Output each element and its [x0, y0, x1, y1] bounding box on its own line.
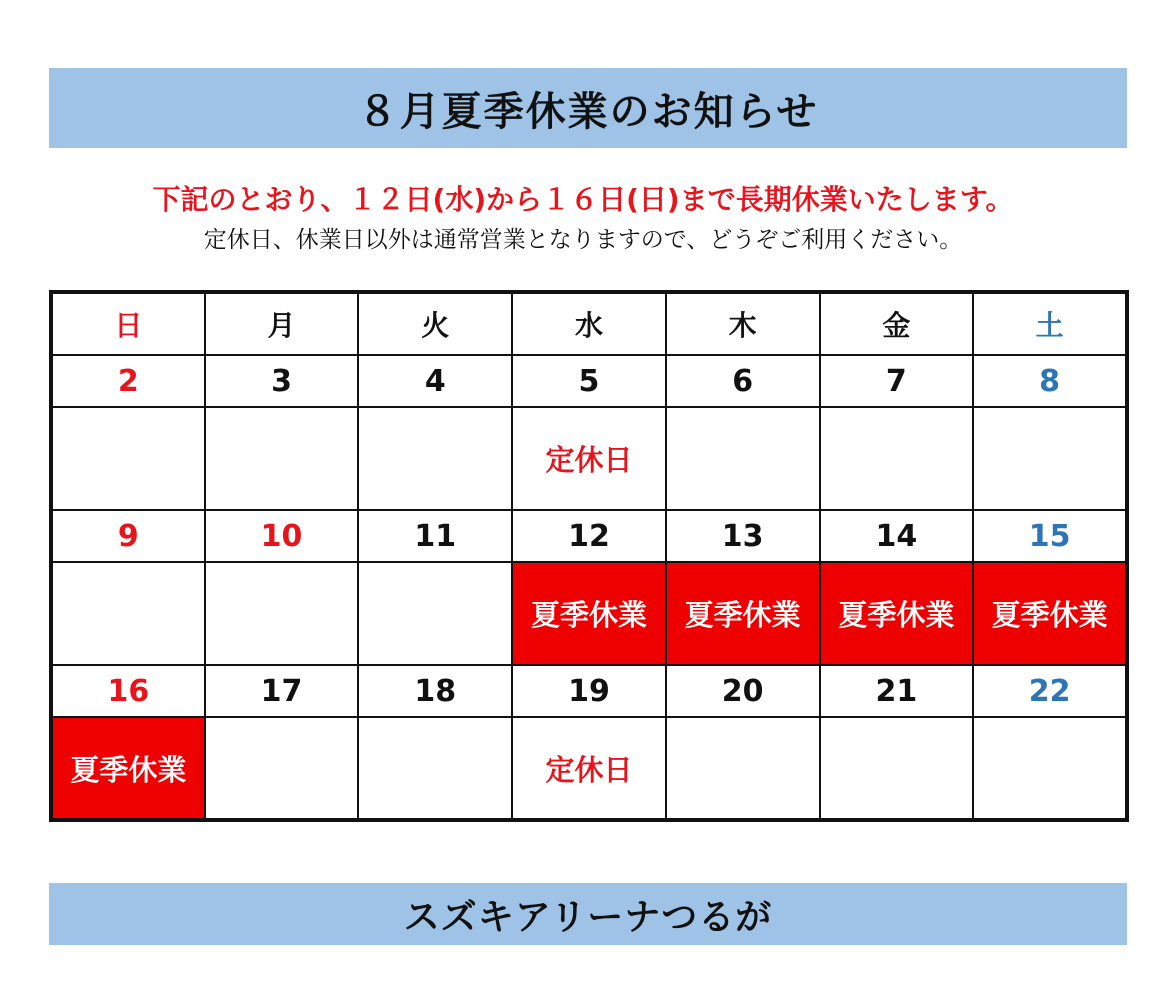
date-cell: 8 — [973, 355, 1127, 407]
event-row — [51, 407, 1127, 510]
event-cell — [51, 562, 205, 665]
date-cell: 5 — [512, 355, 666, 407]
weekday-friday: 金 — [820, 292, 974, 355]
summer-closure-cell: 夏季休業 — [666, 562, 820, 665]
event-row — [51, 717, 1127, 820]
summer-closure-cell: 夏季休業 — [512, 562, 666, 665]
date-cell: 7 — [820, 355, 974, 407]
date-cell: 4 — [358, 355, 512, 407]
date-row — [51, 510, 1127, 562]
weekday-saturday: 土 — [973, 292, 1127, 355]
date-cell: 2 — [51, 355, 205, 407]
footer-banner — [49, 883, 1127, 945]
date-cell: 12 — [512, 510, 666, 562]
weekday-wednesday: 水 — [512, 292, 666, 355]
date-cell: 13 — [666, 510, 820, 562]
event-cell — [205, 717, 359, 820]
event-cell — [358, 407, 512, 510]
summer-closure-cell: 夏季休業 — [51, 717, 205, 820]
regular-holiday-cell: 定休日 — [512, 717, 666, 820]
event-cell — [205, 407, 359, 510]
date-cell: 18 — [358, 665, 512, 717]
weekday-sunday: 日 — [51, 292, 205, 355]
date-cell: 14 — [820, 510, 974, 562]
store-name: スズキアリーナつるが — [403, 896, 773, 938]
date-cell: 21 — [820, 665, 974, 717]
date-cell: 6 — [666, 355, 820, 407]
closure-notice: 下記のとおり、１２日(水)から１６日(日)まで長期休業いたします。 — [152, 183, 1014, 216]
event-cell — [205, 562, 359, 665]
date-cell: 3 — [205, 355, 359, 407]
date-cell: 19 — [512, 665, 666, 717]
event-cell — [358, 717, 512, 820]
date-cell: 9 — [51, 510, 205, 562]
event-cell — [666, 407, 820, 510]
summer-closure-cell: 夏季休業 — [973, 562, 1127, 665]
weekday-thursday: 木 — [666, 292, 820, 355]
date-cell: 11 — [358, 510, 512, 562]
calendar-table — [49, 290, 1129, 822]
weekday-header-row — [51, 292, 1127, 355]
event-cell — [973, 717, 1127, 820]
weekday-monday: 月 — [205, 292, 359, 355]
summer-closure-cell: 夏季休業 — [820, 562, 974, 665]
regular-holiday-cell: 定休日 — [512, 407, 666, 510]
page-title: ８月夏季休業のお知らせ — [357, 88, 819, 135]
business-notice: 定休日、休業日以外は通常営業となりますので、どうぞご利用ください。 — [203, 227, 963, 253]
date-cell: 17 — [205, 665, 359, 717]
date-cell: 16 — [51, 665, 205, 717]
date-cell: 10 — [205, 510, 359, 562]
date-row — [51, 355, 1127, 407]
title-banner — [49, 68, 1127, 148]
event-cell — [666, 717, 820, 820]
event-cell — [51, 407, 205, 510]
weekday-tuesday: 火 — [358, 292, 512, 355]
date-row — [51, 665, 1127, 717]
event-cell — [358, 562, 512, 665]
event-cell — [820, 717, 974, 820]
date-cell: 20 — [666, 665, 820, 717]
event-row — [51, 562, 1127, 665]
date-cell: 15 — [973, 510, 1127, 562]
event-cell — [820, 407, 974, 510]
event-cell — [973, 407, 1127, 510]
date-cell: 22 — [973, 665, 1127, 717]
